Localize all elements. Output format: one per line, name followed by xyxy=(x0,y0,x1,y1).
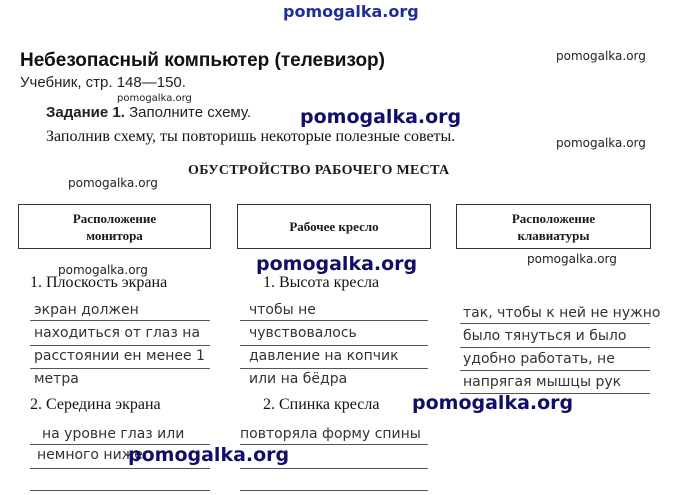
watermark-task-big: pomogalka.org xyxy=(300,106,462,128)
box-keyboard-line1: Расположение xyxy=(511,210,596,226)
monitor-item-1: 1. Плоскость экрана xyxy=(30,274,168,291)
chair-answer-1-line4: или на бёдра xyxy=(249,371,348,387)
task-text: Заполните схему. xyxy=(124,104,252,121)
answer-line xyxy=(240,468,428,469)
page-title: Небезопасный компьютер (телевизор) xyxy=(20,50,385,71)
instruction-text: Заполнив схему, ты повторишь некоторые полезные советы. xyxy=(46,128,456,145)
chair-answer-1-line2: чувствовалось xyxy=(249,325,357,341)
chair-item-2: 2. Спинка кресла xyxy=(263,396,380,413)
keyboard-answer-line4: напрягая мышцы рук xyxy=(463,374,622,390)
task-heading xyxy=(46,104,251,121)
chair-item-1: 1. Высота кресла xyxy=(263,274,380,291)
box-keyboard-line2: клавиатуры xyxy=(517,227,590,243)
answer-line xyxy=(460,347,650,348)
watermark-mid-big-2: pomogalka.org xyxy=(412,392,574,414)
box-monitor-line2: монитора xyxy=(86,227,143,243)
answer-line xyxy=(30,490,210,491)
watermark-left-column: pomogalka.org xyxy=(58,263,148,277)
answer-line xyxy=(240,345,428,346)
task-label: Задание 1. xyxy=(46,104,125,121)
answer-line xyxy=(240,490,428,491)
answer-line xyxy=(240,444,428,445)
box-monitor-position xyxy=(18,204,211,249)
monitor-answer-1-line2: находиться от глаз на xyxy=(34,325,201,341)
watermark-left-section: pomogalka.org xyxy=(68,176,158,190)
watermark-right-instruction: pomogalka.org xyxy=(556,136,646,150)
answer-line xyxy=(460,370,650,371)
box-chair-line1: Рабочее кресло xyxy=(289,219,379,234)
box-monitor-line1: Расположение xyxy=(72,210,157,226)
answer-line xyxy=(30,468,210,469)
chair-answer-1-line3: давление на копчик xyxy=(249,348,399,364)
monitor-answer-2-line2: немного ниже xyxy=(37,447,143,463)
watermark-right-title: pomogalka.org xyxy=(556,49,646,63)
keyboard-answer-line1: так, чтобы к ней не нужно xyxy=(463,305,661,321)
watermark-bottom-big: pomogalka.org xyxy=(128,444,290,466)
section-title: ОБУСТРОЙСТВО РАБОЧЕГО МЕСТА xyxy=(188,163,450,178)
answer-line xyxy=(30,368,210,369)
keyboard-answer-line2: было тянуться и было xyxy=(463,328,627,344)
chair-answer-1-line1: чтобы не xyxy=(249,302,316,318)
monitor-answer-1-line4: метра xyxy=(34,371,79,387)
answer-line xyxy=(30,320,210,321)
textbook-reference: Учебник, стр. 148—150. xyxy=(20,74,186,91)
answer-line xyxy=(30,345,210,346)
chair-answer-2-line1: повторяла форму спины xyxy=(240,426,421,442)
answer-line xyxy=(460,323,650,324)
watermark-under-task: pomogalka.org xyxy=(117,93,192,104)
watermark-top: pomogalka.org xyxy=(283,2,419,21)
monitor-answer-2-line1: на уровне глаз или xyxy=(42,426,185,442)
answer-line xyxy=(240,368,428,369)
watermark-mid-big: pomogalka.org xyxy=(256,253,418,275)
keyboard-answer-line3: удобно работать, не xyxy=(463,351,615,367)
answer-line xyxy=(460,393,650,394)
monitor-answer-1-line3: расстоянии ен менее 1 xyxy=(34,348,205,364)
box-keyboard-position xyxy=(456,204,651,249)
monitor-item-2: 2. Середина экрана xyxy=(30,396,161,413)
box-work-chair xyxy=(237,204,431,249)
watermark-right-column: pomogalka.org xyxy=(527,252,617,266)
answer-line xyxy=(240,320,428,321)
monitor-answer-1-line1: экран должен xyxy=(34,302,139,318)
